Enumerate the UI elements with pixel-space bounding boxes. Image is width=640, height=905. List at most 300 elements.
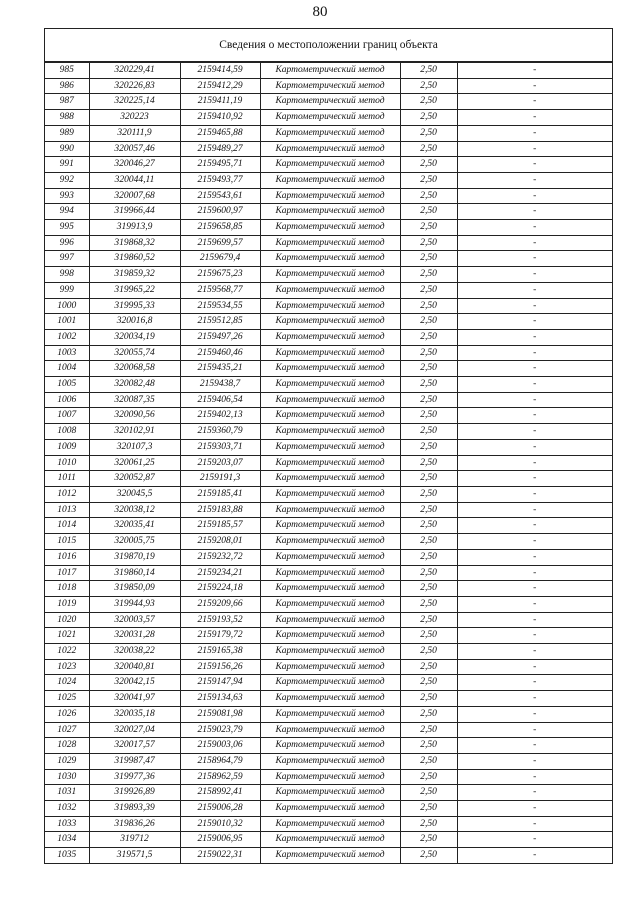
point-number-cell: 1022 xyxy=(45,644,89,660)
table-row xyxy=(45,534,612,550)
point-number-cell: 1012 xyxy=(45,486,89,502)
table-row xyxy=(45,141,612,157)
table-row xyxy=(45,738,612,754)
note-cell: - xyxy=(457,816,612,832)
method-cell: Картометрический метод xyxy=(260,251,400,267)
point-number-cell: 1030 xyxy=(45,769,89,785)
accuracy-cell: 2,50 xyxy=(400,188,457,204)
table-row xyxy=(45,204,612,220)
note-cell: - xyxy=(457,188,612,204)
note-cell: - xyxy=(457,832,612,848)
x-coordinate-cell: 320027,04 xyxy=(89,722,180,738)
y-coordinate-cell: 2159512,85 xyxy=(180,314,260,330)
method-cell: Картометрический метод xyxy=(260,267,400,283)
accuracy-cell: 2,50 xyxy=(400,612,457,628)
accuracy-cell: 2,50 xyxy=(400,706,457,722)
y-coordinate-cell: 2159438,7 xyxy=(180,377,260,393)
y-coordinate-cell: 2159303,71 xyxy=(180,439,260,455)
x-coordinate-cell: 319860,14 xyxy=(89,565,180,581)
accuracy-cell: 2,50 xyxy=(400,345,457,361)
point-number-cell: 997 xyxy=(45,251,89,267)
note-cell: - xyxy=(457,439,612,455)
method-cell: Картометрический метод xyxy=(260,486,400,502)
y-coordinate-cell: 2158964,79 xyxy=(180,753,260,769)
accuracy-cell: 2,50 xyxy=(400,455,457,471)
y-coordinate-cell: 2159406,54 xyxy=(180,392,260,408)
x-coordinate-cell: 320007,68 xyxy=(89,188,180,204)
accuracy-cell: 2,50 xyxy=(400,518,457,534)
accuracy-cell: 2,50 xyxy=(400,439,457,455)
y-coordinate-cell: 2159232,72 xyxy=(180,549,260,565)
y-coordinate-cell: 2159179,72 xyxy=(180,628,260,644)
note-cell: - xyxy=(457,392,612,408)
table-row xyxy=(45,439,612,455)
note-cell: - xyxy=(457,424,612,440)
note-cell: - xyxy=(457,251,612,267)
point-number-cell: 1004 xyxy=(45,361,89,377)
method-cell: Картометрический метод xyxy=(260,502,400,518)
table-row xyxy=(45,455,612,471)
point-number-cell: 1005 xyxy=(45,377,89,393)
method-cell: Картометрический метод xyxy=(260,581,400,597)
point-number-cell: 1010 xyxy=(45,455,89,471)
method-cell: Картометрический метод xyxy=(260,801,400,817)
y-coordinate-cell: 2159414,59 xyxy=(180,63,260,79)
point-number-cell: 1032 xyxy=(45,801,89,817)
method-cell: Картометрический метод xyxy=(260,769,400,785)
accuracy-cell: 2,50 xyxy=(400,722,457,738)
method-cell: Картометрический метод xyxy=(260,345,400,361)
method-cell: Картометрический метод xyxy=(260,110,400,126)
table-row xyxy=(45,769,612,785)
note-cell: - xyxy=(457,722,612,738)
point-number-cell: 1009 xyxy=(45,439,89,455)
accuracy-cell: 2,50 xyxy=(400,628,457,644)
table-row xyxy=(45,235,612,251)
point-number-cell: 1002 xyxy=(45,329,89,345)
method-cell: Картометрический метод xyxy=(260,439,400,455)
accuracy-cell: 2,50 xyxy=(400,816,457,832)
y-coordinate-cell: 2159203,07 xyxy=(180,455,260,471)
note-cell: - xyxy=(457,125,612,141)
note-cell: - xyxy=(457,345,612,361)
note-cell: - xyxy=(457,549,612,565)
note-cell: - xyxy=(457,94,612,110)
note-cell: - xyxy=(457,534,612,550)
accuracy-cell: 2,50 xyxy=(400,471,457,487)
point-number-cell: 1033 xyxy=(45,816,89,832)
table-row xyxy=(45,125,612,141)
method-cell: Картометрический метод xyxy=(260,314,400,330)
x-coordinate-cell: 320035,41 xyxy=(89,518,180,534)
x-coordinate-cell: 320040,81 xyxy=(89,659,180,675)
x-coordinate-cell: 319965,22 xyxy=(89,282,180,298)
y-coordinate-cell: 2159208,01 xyxy=(180,534,260,550)
method-cell: Картометрический метод xyxy=(260,220,400,236)
y-coordinate-cell: 2159006,28 xyxy=(180,801,260,817)
table-row xyxy=(45,298,612,314)
note-cell: - xyxy=(457,691,612,707)
accuracy-cell: 2,50 xyxy=(400,157,457,173)
accuracy-cell: 2,50 xyxy=(400,329,457,345)
x-coordinate-cell: 320102,91 xyxy=(89,424,180,440)
x-coordinate-cell: 319860,52 xyxy=(89,251,180,267)
table-row xyxy=(45,63,612,79)
y-coordinate-cell: 2159489,27 xyxy=(180,141,260,157)
note-cell: - xyxy=(457,644,612,660)
point-number-cell: 1027 xyxy=(45,722,89,738)
point-number-cell: 1023 xyxy=(45,659,89,675)
accuracy-cell: 2,50 xyxy=(400,408,457,424)
table-row xyxy=(45,832,612,848)
method-cell: Картометрический метод xyxy=(260,471,400,487)
table-row xyxy=(45,659,612,675)
note-cell: - xyxy=(457,785,612,801)
accuracy-cell: 2,50 xyxy=(400,63,457,79)
y-coordinate-cell: 2159209,66 xyxy=(180,596,260,612)
point-number-cell: 995 xyxy=(45,220,89,236)
x-coordinate-cell: 320031,28 xyxy=(89,628,180,644)
note-cell: - xyxy=(457,141,612,157)
method-cell: Картометрический метод xyxy=(260,596,400,612)
method-cell: Картометрический метод xyxy=(260,329,400,345)
point-number-cell: 985 xyxy=(45,63,89,79)
x-coordinate-cell: 319571,5 xyxy=(89,848,180,864)
x-coordinate-cell: 320035,18 xyxy=(89,706,180,722)
table-row xyxy=(45,675,612,691)
method-cell: Картометрический метод xyxy=(260,738,400,754)
point-number-cell: 990 xyxy=(45,141,89,157)
point-number-cell: 1024 xyxy=(45,675,89,691)
y-coordinate-cell: 2159411,19 xyxy=(180,94,260,110)
y-coordinate-cell: 2159165,38 xyxy=(180,644,260,660)
table-row xyxy=(45,644,612,660)
accuracy-cell: 2,50 xyxy=(400,424,457,440)
accuracy-cell: 2,50 xyxy=(400,832,457,848)
point-number-cell: 1026 xyxy=(45,706,89,722)
x-coordinate-cell: 319850,09 xyxy=(89,581,180,597)
accuracy-cell: 2,50 xyxy=(400,172,457,188)
table-row xyxy=(45,188,612,204)
method-cell: Картометрический метод xyxy=(260,298,400,314)
y-coordinate-cell: 2159543,61 xyxy=(180,188,260,204)
note-cell: - xyxy=(457,486,612,502)
method-cell: Картометрический метод xyxy=(260,549,400,565)
table-row xyxy=(45,518,612,534)
point-number-cell: 1001 xyxy=(45,314,89,330)
y-coordinate-cell: 2159183,88 xyxy=(180,502,260,518)
point-number-cell: 998 xyxy=(45,267,89,283)
note-cell: - xyxy=(457,455,612,471)
accuracy-cell: 2,50 xyxy=(400,94,457,110)
note-cell: - xyxy=(457,377,612,393)
x-coordinate-cell: 319893,39 xyxy=(89,801,180,817)
method-cell: Картометрический метод xyxy=(260,455,400,471)
method-cell: Картометрический метод xyxy=(260,675,400,691)
y-coordinate-cell: 2159224,18 xyxy=(180,581,260,597)
point-number-cell: 1029 xyxy=(45,753,89,769)
note-cell: - xyxy=(457,565,612,581)
accuracy-cell: 2,50 xyxy=(400,659,457,675)
x-coordinate-cell: 320226,83 xyxy=(89,78,180,94)
point-number-cell: 989 xyxy=(45,125,89,141)
method-cell: Картометрический метод xyxy=(260,659,400,675)
x-coordinate-cell: 320111,9 xyxy=(89,125,180,141)
point-number-cell: 1003 xyxy=(45,345,89,361)
method-cell: Картометрический метод xyxy=(260,424,400,440)
x-coordinate-cell: 319913,9 xyxy=(89,220,180,236)
y-coordinate-cell: 2159675,23 xyxy=(180,267,260,283)
method-cell: Картометрический метод xyxy=(260,408,400,424)
accuracy-cell: 2,50 xyxy=(400,314,457,330)
point-number-cell: 991 xyxy=(45,157,89,173)
table-row xyxy=(45,377,612,393)
note-cell: - xyxy=(457,738,612,754)
note-cell: - xyxy=(457,471,612,487)
point-number-cell: 1006 xyxy=(45,392,89,408)
method-cell: Картометрический метод xyxy=(260,157,400,173)
accuracy-cell: 2,50 xyxy=(400,644,457,660)
method-cell: Картометрический метод xyxy=(260,832,400,848)
table-row xyxy=(45,251,612,267)
y-coordinate-cell: 2159003,06 xyxy=(180,738,260,754)
method-cell: Картометрический метод xyxy=(260,141,400,157)
y-coordinate-cell: 2159497,26 xyxy=(180,329,260,345)
y-coordinate-cell: 2159412,29 xyxy=(180,78,260,94)
method-cell: Картометрический метод xyxy=(260,94,400,110)
point-number-cell: 988 xyxy=(45,110,89,126)
point-number-cell: 986 xyxy=(45,78,89,94)
x-coordinate-cell: 319944,93 xyxy=(89,596,180,612)
x-coordinate-cell: 319859,32 xyxy=(89,267,180,283)
point-number-cell: 1011 xyxy=(45,471,89,487)
method-cell: Картометрический метод xyxy=(260,691,400,707)
table-row xyxy=(45,220,612,236)
y-coordinate-cell: 2159460,46 xyxy=(180,345,260,361)
note-cell: - xyxy=(457,110,612,126)
table-row xyxy=(45,848,612,864)
x-coordinate-cell: 319987,47 xyxy=(89,753,180,769)
x-coordinate-cell: 319977,36 xyxy=(89,769,180,785)
y-coordinate-cell: 2159410,92 xyxy=(180,110,260,126)
note-cell: - xyxy=(457,157,612,173)
note-cell: - xyxy=(457,502,612,518)
method-cell: Картометрический метод xyxy=(260,565,400,581)
note-cell: - xyxy=(457,706,612,722)
accuracy-cell: 2,50 xyxy=(400,361,457,377)
point-number-cell: 1013 xyxy=(45,502,89,518)
x-coordinate-cell: 320034,19 xyxy=(89,329,180,345)
y-coordinate-cell: 2159185,41 xyxy=(180,486,260,502)
x-coordinate-cell: 320082,48 xyxy=(89,377,180,393)
method-cell: Картометрический метод xyxy=(260,204,400,220)
method-cell: Картометрический метод xyxy=(260,848,400,864)
point-number-cell: 999 xyxy=(45,282,89,298)
table-row xyxy=(45,314,612,330)
y-coordinate-cell: 2159600,97 xyxy=(180,204,260,220)
point-number-cell: 987 xyxy=(45,94,89,110)
y-coordinate-cell: 2159156,26 xyxy=(180,659,260,675)
point-number-cell: 1000 xyxy=(45,298,89,314)
point-number-cell: 1019 xyxy=(45,596,89,612)
method-cell: Картометрический метод xyxy=(260,63,400,79)
note-cell: - xyxy=(457,801,612,817)
note-cell: - xyxy=(457,361,612,377)
note-cell: - xyxy=(457,267,612,283)
table-row xyxy=(45,706,612,722)
accuracy-cell: 2,50 xyxy=(400,377,457,393)
method-cell: Картометрический метод xyxy=(260,706,400,722)
method-cell: Картометрический метод xyxy=(260,518,400,534)
x-coordinate-cell: 319995,33 xyxy=(89,298,180,314)
table-row xyxy=(45,329,612,345)
y-coordinate-cell: 2159234,21 xyxy=(180,565,260,581)
point-number-cell: 1020 xyxy=(45,612,89,628)
accuracy-cell: 2,50 xyxy=(400,141,457,157)
method-cell: Картометрический метод xyxy=(260,722,400,738)
y-coordinate-cell: 2159568,77 xyxy=(180,282,260,298)
x-coordinate-cell: 320005,75 xyxy=(89,534,180,550)
note-cell: - xyxy=(457,753,612,769)
note-cell: - xyxy=(457,596,612,612)
table-title: Сведения о местоположении границ объекта xyxy=(45,29,612,62)
method-cell: Картометрический метод xyxy=(260,172,400,188)
accuracy-cell: 2,50 xyxy=(400,565,457,581)
accuracy-cell: 2,50 xyxy=(400,534,457,550)
x-coordinate-cell: 320046,27 xyxy=(89,157,180,173)
table-row xyxy=(45,628,612,644)
accuracy-cell: 2,50 xyxy=(400,78,457,94)
note-cell: - xyxy=(457,172,612,188)
x-coordinate-cell: 320223 xyxy=(89,110,180,126)
x-coordinate-cell: 320044,11 xyxy=(89,172,180,188)
accuracy-cell: 2,50 xyxy=(400,753,457,769)
y-coordinate-cell: 2159006,95 xyxy=(180,832,260,848)
accuracy-cell: 2,50 xyxy=(400,282,457,298)
accuracy-cell: 2,50 xyxy=(400,785,457,801)
table-row xyxy=(45,94,612,110)
x-coordinate-cell: 320087,35 xyxy=(89,392,180,408)
accuracy-cell: 2,50 xyxy=(400,549,457,565)
note-cell: - xyxy=(457,659,612,675)
method-cell: Картометрический метод xyxy=(260,392,400,408)
accuracy-cell: 2,50 xyxy=(400,204,457,220)
accuracy-cell: 2,50 xyxy=(400,691,457,707)
x-coordinate-cell: 320038,22 xyxy=(89,644,180,660)
point-number-cell: 992 xyxy=(45,172,89,188)
y-coordinate-cell: 2159534,55 xyxy=(180,298,260,314)
y-coordinate-cell: 2159402,13 xyxy=(180,408,260,424)
boundary-table-frame xyxy=(44,28,613,864)
x-coordinate-cell: 319870,19 xyxy=(89,549,180,565)
y-coordinate-cell: 2159081,98 xyxy=(180,706,260,722)
accuracy-cell: 2,50 xyxy=(400,486,457,502)
accuracy-cell: 2,50 xyxy=(400,110,457,126)
table-row xyxy=(45,816,612,832)
table-row xyxy=(45,801,612,817)
note-cell: - xyxy=(457,848,612,864)
accuracy-cell: 2,50 xyxy=(400,298,457,314)
table-row xyxy=(45,78,612,94)
x-coordinate-cell: 320055,74 xyxy=(89,345,180,361)
table-row xyxy=(45,565,612,581)
x-coordinate-cell: 320061,25 xyxy=(89,455,180,471)
accuracy-cell: 2,50 xyxy=(400,220,457,236)
table-row xyxy=(45,424,612,440)
accuracy-cell: 2,50 xyxy=(400,267,457,283)
accuracy-cell: 2,50 xyxy=(400,596,457,612)
note-cell: - xyxy=(457,298,612,314)
point-number-cell: 1014 xyxy=(45,518,89,534)
table-row xyxy=(45,486,612,502)
accuracy-cell: 2,50 xyxy=(400,392,457,408)
y-coordinate-cell: 2158962,59 xyxy=(180,769,260,785)
y-coordinate-cell: 2159193,52 xyxy=(180,612,260,628)
note-cell: - xyxy=(457,204,612,220)
accuracy-cell: 2,50 xyxy=(400,502,457,518)
method-cell: Картометрический метод xyxy=(260,125,400,141)
y-coordinate-cell: 2159495,71 xyxy=(180,157,260,173)
x-coordinate-cell: 320052,87 xyxy=(89,471,180,487)
y-coordinate-cell: 2159435,21 xyxy=(180,361,260,377)
table-row xyxy=(45,502,612,518)
accuracy-cell: 2,50 xyxy=(400,769,457,785)
x-coordinate-cell: 320229,41 xyxy=(89,63,180,79)
y-coordinate-cell: 2159679,4 xyxy=(180,251,260,267)
x-coordinate-cell: 320057,46 xyxy=(89,141,180,157)
y-coordinate-cell: 2159023,79 xyxy=(180,722,260,738)
y-coordinate-cell: 2158992,41 xyxy=(180,785,260,801)
accuracy-cell: 2,50 xyxy=(400,581,457,597)
point-number-cell: 996 xyxy=(45,235,89,251)
table-row xyxy=(45,267,612,283)
table-row xyxy=(45,753,612,769)
boundary-points-table xyxy=(45,62,612,864)
point-number-cell: 1016 xyxy=(45,549,89,565)
method-cell: Картометрический метод xyxy=(260,534,400,550)
table-row xyxy=(45,549,612,565)
method-cell: Картометрический метод xyxy=(260,628,400,644)
table-row xyxy=(45,691,612,707)
accuracy-cell: 2,50 xyxy=(400,848,457,864)
y-coordinate-cell: 2159658,85 xyxy=(180,220,260,236)
point-number-cell: 1017 xyxy=(45,565,89,581)
table-row xyxy=(45,722,612,738)
table-row xyxy=(45,408,612,424)
point-number-cell: 994 xyxy=(45,204,89,220)
note-cell: - xyxy=(457,220,612,236)
x-coordinate-cell: 320017,57 xyxy=(89,738,180,754)
y-coordinate-cell: 2159134,63 xyxy=(180,691,260,707)
note-cell: - xyxy=(457,408,612,424)
table-row xyxy=(45,110,612,126)
point-number-cell: 1007 xyxy=(45,408,89,424)
table-row xyxy=(45,172,612,188)
y-coordinate-cell: 2159465,88 xyxy=(180,125,260,141)
table-row xyxy=(45,596,612,612)
x-coordinate-cell: 319868,32 xyxy=(89,235,180,251)
x-coordinate-cell: 319966,44 xyxy=(89,204,180,220)
point-number-cell: 1034 xyxy=(45,832,89,848)
y-coordinate-cell: 2159185,57 xyxy=(180,518,260,534)
x-coordinate-cell: 320016,8 xyxy=(89,314,180,330)
page-number: 80 xyxy=(312,4,328,20)
table-row xyxy=(45,282,612,298)
point-number-cell: 1018 xyxy=(45,581,89,597)
method-cell: Картометрический метод xyxy=(260,644,400,660)
x-coordinate-cell: 320107,3 xyxy=(89,439,180,455)
x-coordinate-cell: 320041,97 xyxy=(89,691,180,707)
